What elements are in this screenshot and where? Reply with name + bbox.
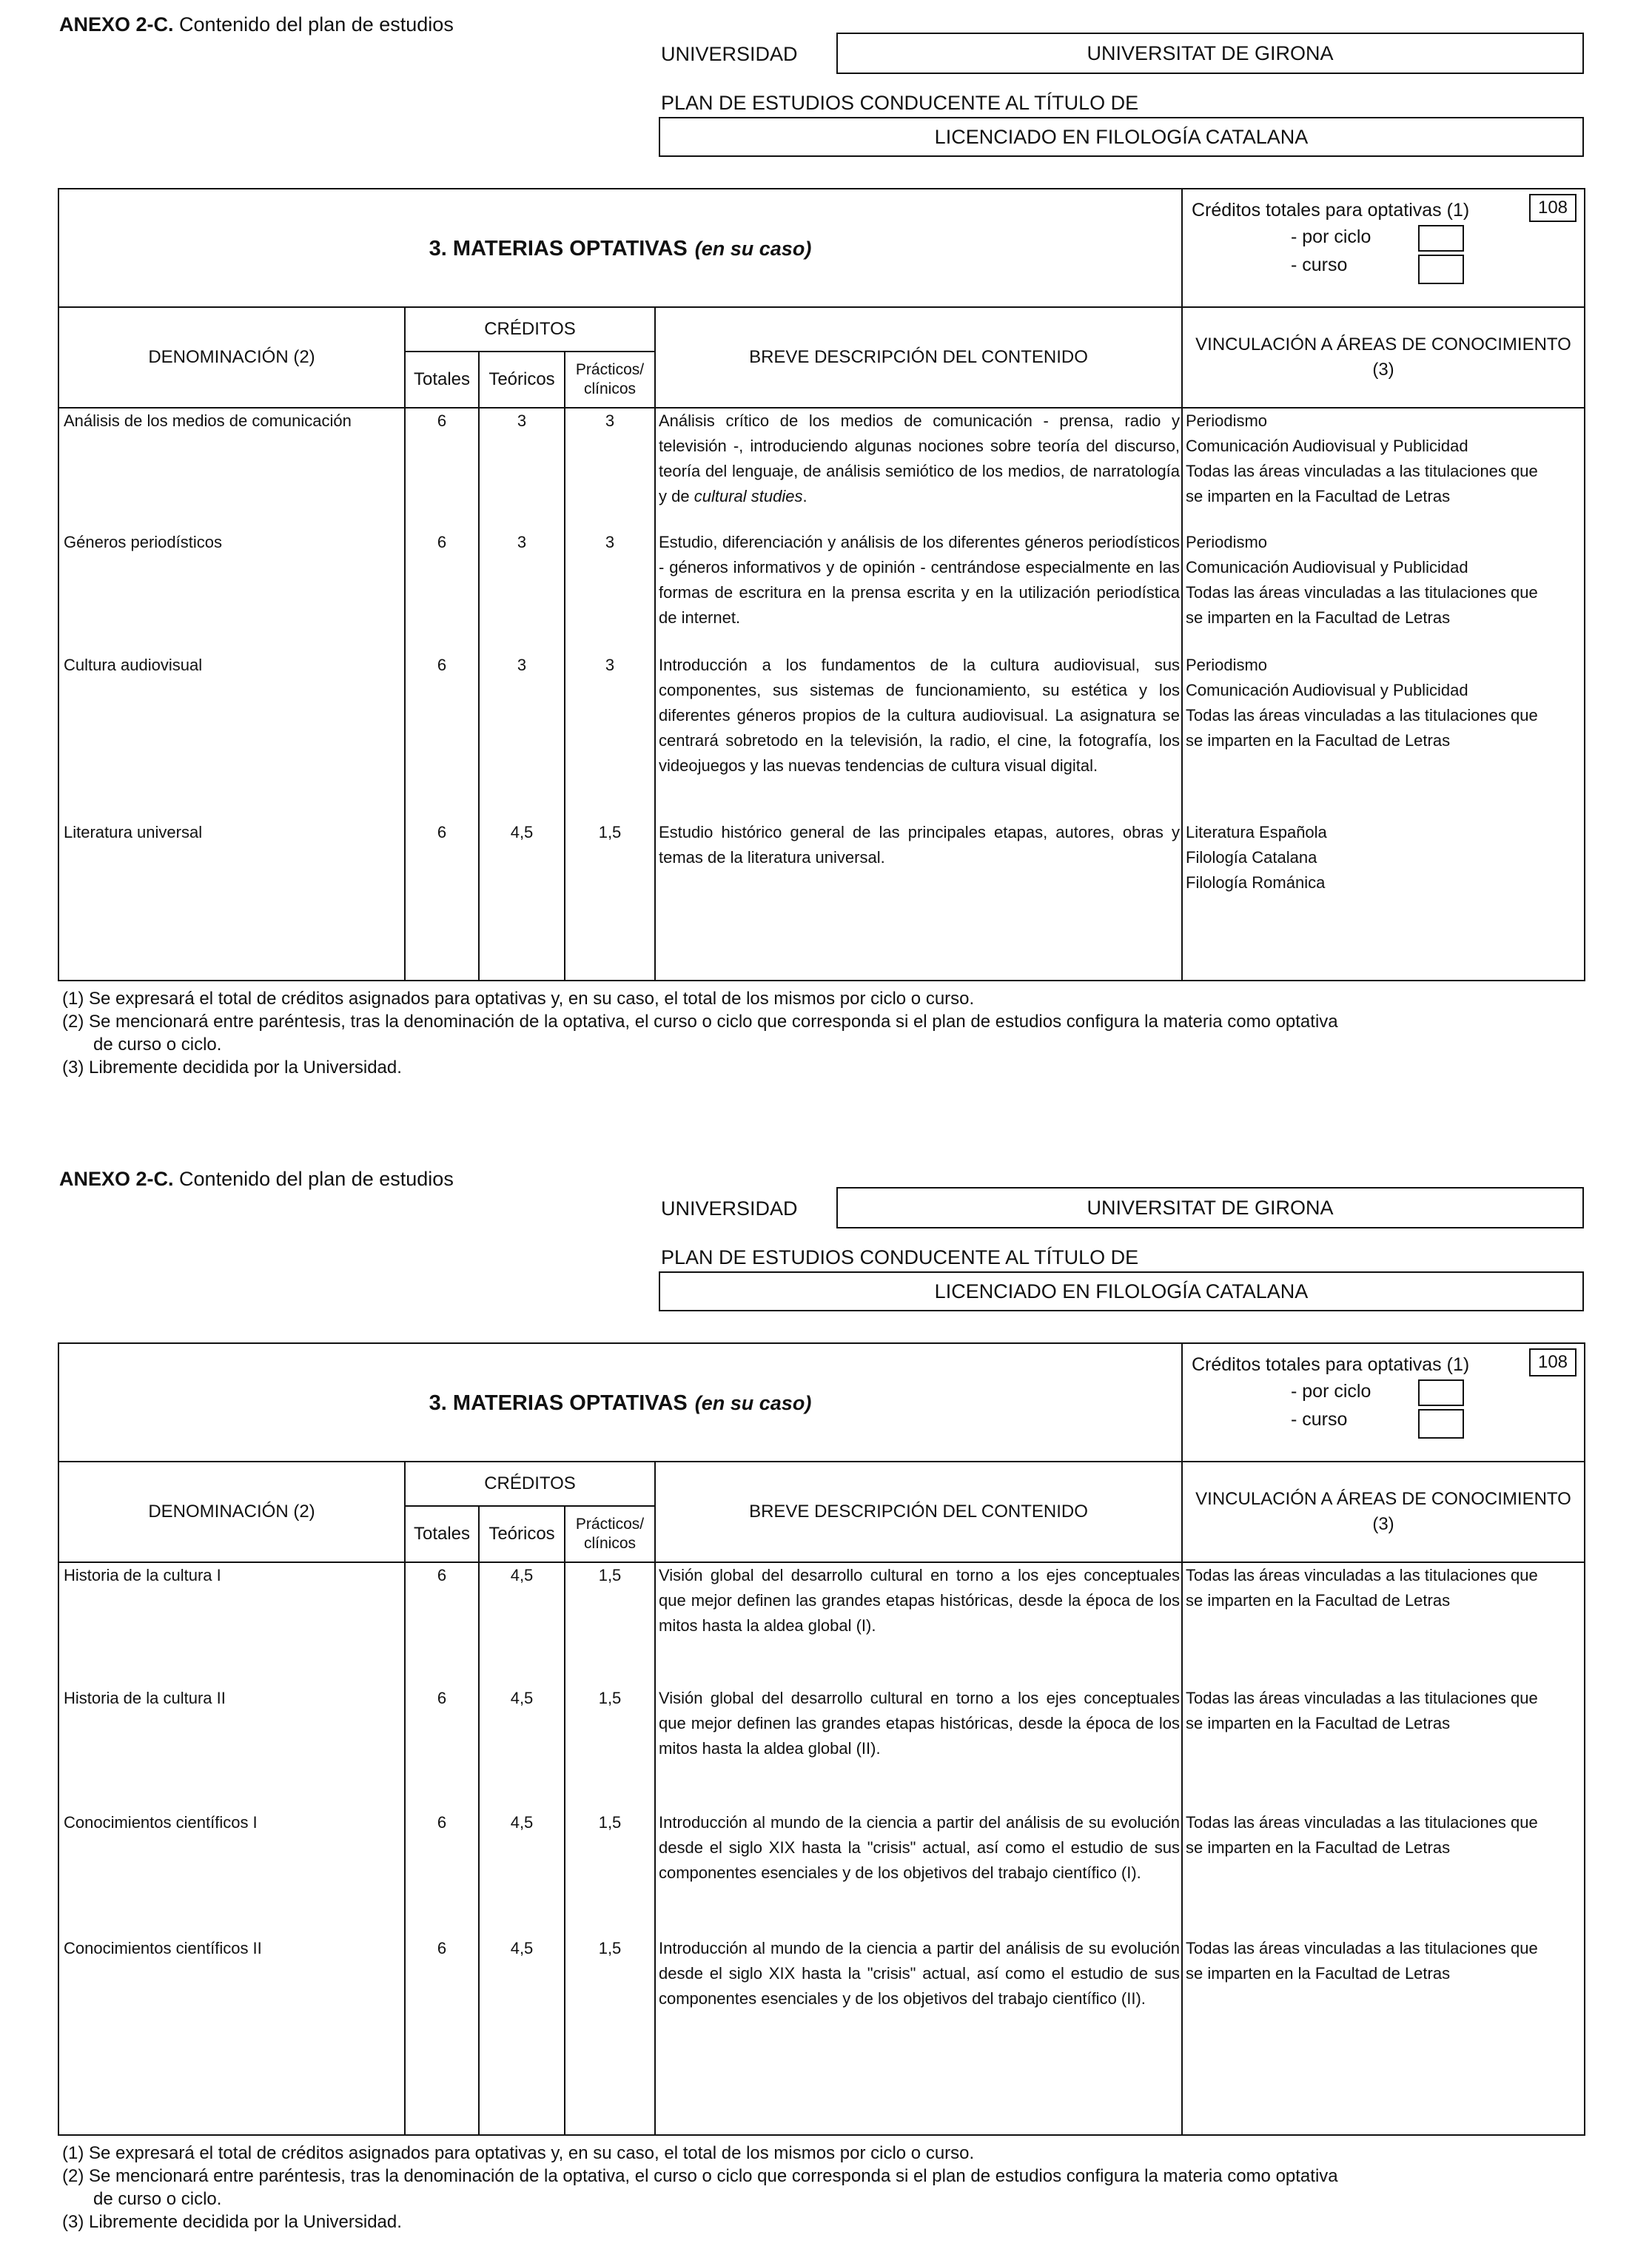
- por-ciclo-box: [1418, 1379, 1464, 1406]
- row-denominacion: Cultura audiovisual: [64, 656, 203, 674]
- footnote-3: (3) Libremente decidida por la Universidad.: [62, 1058, 402, 1078]
- area-item: Todas las áreas vinculadas a las titulaciones que: [1186, 1939, 1538, 1957]
- col-creditos: CRÉDITOS: [484, 1473, 576, 1494]
- anexo-rest: Contenido del plan de estudios: [179, 1168, 454, 1190]
- col-descripcion: BREVE DESCRIPCIÓN DEL CONTENIDO: [749, 347, 1088, 368]
- area-item: Periodismo: [1186, 533, 1268, 551]
- area-item: se imparten en la Facultad de Letras: [1186, 608, 1451, 627]
- area-item: se imparten en la Facultad de Letras: [1186, 1714, 1451, 1732]
- anexo-bold: ANEXO 2-C.: [59, 13, 174, 36]
- anexo-heading: [59, 1168, 454, 1191]
- row-descripcion-text: Análisis crítico de los medios de comunicación - prensa, radio y televisión -, introduciendo algunas nociones sobre teoría del discurso, teoría del lenguaje, de análisis semiótico de los medios, de narratología y de: [659, 411, 1180, 505]
- anexo-rest: Contenido del plan de estudios: [179, 13, 454, 36]
- row-areas: [1186, 1936, 1582, 1986]
- curso-label: - curso: [1291, 1409, 1348, 1430]
- universidad-label: UNIVERSIDAD: [661, 43, 798, 65]
- creditos-totales-label: Créditos totales para optativas (1): [1192, 200, 1470, 221]
- area-item: Comunicación Audiovisual y Publicidad: [1186, 437, 1468, 455]
- grid-line: [654, 1461, 656, 2134]
- row-denominacion: Historia de la cultura II: [64, 1689, 226, 1707]
- footnotes: [62, 987, 1338, 1079]
- row-teoricos: 4,5: [510, 1566, 534, 1584]
- row-descripcion: Introducción a los fundamentos de la cultura audiovisual, sus componentes, sus sistemas de funcionamiento, su estética y los diferentes géneros propios de la cultura audiovisual. La asignatura se centrará sobretodo en la televisión, la radio, el cine, la fotografía, los videojuegos y las nuevas tendencias de cultura visual digital.: [659, 656, 1180, 775]
- por-ciclo-label: - por ciclo: [1291, 1381, 1371, 1402]
- area-item: se imparten en la Facultad de Letras: [1186, 487, 1451, 505]
- col-practicos: Prácticos/ clínicos: [575, 360, 645, 397]
- row-descripcion: Introducción al mundo de la ciencia a partir del análisis de su evolución desde el siglo XIX hasta la "crisis" actual, así como el estudio de sus componentes esenciales y de los objetivos del trabajo científico (II).: [659, 1939, 1180, 2008]
- row-practicos: 1,5: [598, 1939, 622, 1957]
- row-areas: [1186, 409, 1582, 509]
- col-descripcion: BREVE DESCRIPCIÓN DEL CONTENIDO: [749, 1502, 1088, 1522]
- row-areas: [1186, 653, 1582, 753]
- grid-line: [404, 306, 406, 980]
- area-item: Todas las áreas vinculadas a las titulaciones que: [1186, 1566, 1538, 1584]
- curso-label: - curso: [1291, 255, 1348, 275]
- row-totales: 6: [437, 656, 447, 674]
- row-teoricos: 4,5: [510, 1813, 534, 1832]
- footnote-2: (2) Se mencionará entre paréntesis, tras la denominación de la optativa, el curso o ciclo que corresponda si el plan de estudios configura la materia como optativa: [62, 1012, 1338, 1032]
- row-areas: [1186, 1686, 1582, 1736]
- footnote-3: (3) Libremente decidida por la Universidad.: [62, 2212, 402, 2232]
- area-item: Todas las áreas vinculadas a las titulaciones que: [1186, 1813, 1538, 1832]
- col-vinculacion: VINCULACIÓN A ÁREAS DE CONOCIMIENTO (3): [1195, 335, 1571, 380]
- col-denominacion: DENOMINACIÓN (2): [148, 1502, 315, 1522]
- titulo-box: LICENCIADO EN FILOLOGÍA CATALANA: [659, 117, 1584, 157]
- row-teoricos: 4,5: [510, 823, 534, 841]
- area-item: Todas las áreas vinculadas a las titulaciones que: [1186, 462, 1538, 480]
- row-descripcion: Visión global del desarrollo cultural en torno a los ejes conceptuales que mejor definen las grandes etapas históricas, desde la época de los mitos hasta la aldea global (II).: [659, 1689, 1180, 1758]
- section-title: [59, 1344, 1181, 1462]
- section-title-text: 3. MATERIAS OPTATIVAS: [429, 236, 688, 260]
- col-denominacion: DENOMINACIÓN (2): [148, 347, 315, 368]
- col-teoricos: Teóricos: [488, 369, 555, 390]
- area-item: Periodismo: [1186, 656, 1268, 674]
- row-teoricos: 4,5: [510, 1939, 534, 1957]
- row-teoricos: 3: [517, 656, 527, 674]
- row-areas: [1186, 1563, 1582, 1613]
- footnote-2-cont: de curso o ciclo.: [93, 2189, 222, 2209]
- area-item: Filología Catalana: [1186, 848, 1317, 867]
- area-item: Periodismo: [1186, 411, 1268, 430]
- row-practicos: 1,5: [598, 1566, 622, 1584]
- col-totales: Totales: [413, 1524, 471, 1544]
- titulo-box: LICENCIADO EN FILOLOGÍA CATALANA: [659, 1271, 1584, 1311]
- row-denominacion: Historia de la cultura I: [64, 1566, 221, 1584]
- col-practicos: Prácticos/ clínicos: [575, 1515, 645, 1552]
- curso-box: [1418, 255, 1464, 284]
- row-descripcion-end: .: [802, 487, 807, 505]
- por-ciclo-label: - por ciclo: [1291, 226, 1371, 247]
- row-teoricos: 4,5: [510, 1689, 534, 1707]
- creditos-totales-label: Créditos totales para optativas (1): [1192, 1354, 1470, 1375]
- footnote-2: (2) Se mencionará entre paréntesis, tras la denominación de la optativa, el curso o ciclo que corresponda si el plan de estudios configura la materia como optativa: [62, 2166, 1338, 2186]
- footnote-2-cont: de curso o ciclo.: [93, 1035, 222, 1055]
- row-descripcion: Estudio, diferenciación y análisis de los diferentes géneros periodísticos - géneros informativos y de opinión - centrándose especialmente en las formas de escritura en la prensa escrita y en la utilización periodística de internet.: [659, 533, 1180, 627]
- section-title-note: (en su caso): [694, 1391, 812, 1414]
- area-item: Comunicación Audiovisual y Publicidad: [1186, 681, 1468, 699]
- footnote-1: (1) Se expresará el total de créditos asignados para optativas y, en su caso, el total de los mismos por ciclo o curso.: [62, 989, 975, 1009]
- row-practicos: 1,5: [598, 823, 622, 841]
- area-item: Filología Románica: [1186, 873, 1326, 892]
- grid-line: [404, 1461, 406, 2134]
- anexo-bold: ANEXO 2-C.: [59, 1168, 174, 1190]
- area-item: Todas las áreas vinculadas a las titulaciones que: [1186, 583, 1538, 602]
- area-item: Literatura Española: [1186, 823, 1327, 841]
- row-totales: 6: [437, 1939, 447, 1957]
- optativas-table: [58, 188, 1585, 981]
- universidad-label: UNIVERSIDAD: [661, 1197, 798, 1220]
- row-areas: [1186, 820, 1582, 895]
- footnotes: [62, 2142, 1338, 2233]
- grid-line: [654, 306, 656, 980]
- plan-label: PLAN DE ESTUDIOS CONDUCENTE AL TÍTULO DE: [661, 92, 1139, 114]
- row-practicos: 3: [605, 656, 615, 674]
- row-denominacion: Literatura universal: [64, 823, 203, 841]
- row-denominacion: Análisis de los medios de comunicación: [64, 411, 352, 430]
- row-denominacion: Conocimientos científicos II: [64, 1939, 262, 1957]
- row-descripcion: Visión global del desarrollo cultural en torno a los ejes conceptuales que mejor definen las grandes etapas históricas, desde la época de los mitos hasta la aldea global (I).: [659, 1566, 1180, 1635]
- row-totales: 6: [437, 1566, 447, 1584]
- row-denominacion: Géneros periodísticos: [64, 533, 222, 551]
- section-title-note: (en su caso): [694, 237, 812, 260]
- row-totales: 6: [437, 533, 447, 551]
- area-item: se imparten en la Facultad de Letras: [1186, 1591, 1451, 1610]
- row-descripcion: Estudio histórico general de las principales etapas, autores, obras y temas de la literatura universal.: [659, 823, 1180, 867]
- area-item: Todas las áreas vinculadas a las titulaciones que: [1186, 706, 1538, 725]
- footnote-1: (1) Se expresará el total de créditos asignados para optativas y, en su caso, el total de los mismos por ciclo o curso.: [62, 2143, 975, 2163]
- creditos-totales-value: 108: [1529, 194, 1577, 222]
- row-totales: 6: [437, 411, 447, 430]
- plan-label: PLAN DE ESTUDIOS CONDUCENTE AL TÍTULO DE: [661, 1246, 1139, 1268]
- row-totales: 6: [437, 1813, 447, 1832]
- area-item: Todas las áreas vinculadas a las titulaciones que: [1186, 1689, 1538, 1707]
- creditos-totales-value: 108: [1529, 1348, 1577, 1376]
- area-item: se imparten en la Facultad de Letras: [1186, 1964, 1451, 1983]
- row-areas: [1186, 530, 1582, 631]
- row-denominacion: Conocimientos científicos I: [64, 1813, 258, 1832]
- row-teoricos: 3: [517, 533, 527, 551]
- universidad-box: UNIVERSITAT DE GIRONA: [836, 1187, 1584, 1228]
- row-descripcion-italic: cultural studies: [694, 487, 803, 505]
- optativas-table: [58, 1342, 1585, 2136]
- curso-box: [1418, 1409, 1464, 1439]
- row-totales: 6: [437, 1689, 447, 1707]
- row-practicos: 1,5: [598, 1689, 622, 1707]
- universidad-box: UNIVERSITAT DE GIRONA: [836, 33, 1584, 74]
- row-descripcion: Introducción al mundo de la ciencia a partir del análisis de su evolución desde el siglo XIX hasta la "crisis" actual, así como el estudio de sus componentes esenciales y de los objetivos del trabajo científico (I).: [659, 1813, 1180, 1882]
- row-teoricos: 3: [517, 411, 527, 430]
- row-practicos: 3: [605, 411, 615, 430]
- anexo-heading: [59, 13, 454, 36]
- col-teoricos: Teóricos: [488, 1524, 555, 1544]
- por-ciclo-box: [1418, 225, 1464, 252]
- area-item: Comunicación Audiovisual y Publicidad: [1186, 558, 1468, 576]
- row-totales: 6: [437, 823, 447, 841]
- section-title-text: 3. MATERIAS OPTATIVAS: [429, 1391, 688, 1415]
- area-item: se imparten en la Facultad de Letras: [1186, 1838, 1451, 1857]
- area-item: se imparten en la Facultad de Letras: [1186, 731, 1451, 750]
- row-areas: [1186, 1810, 1582, 1860]
- col-vinculacion: VINCULACIÓN A ÁREAS DE CONOCIMIENTO (3): [1195, 1489, 1571, 1534]
- row-practicos: 3: [605, 533, 615, 551]
- row-descripcion: [659, 409, 1180, 509]
- section-title: [59, 189, 1181, 308]
- col-totales: Totales: [413, 369, 471, 390]
- col-creditos: CRÉDITOS: [484, 319, 576, 340]
- row-practicos: 1,5: [598, 1813, 622, 1832]
